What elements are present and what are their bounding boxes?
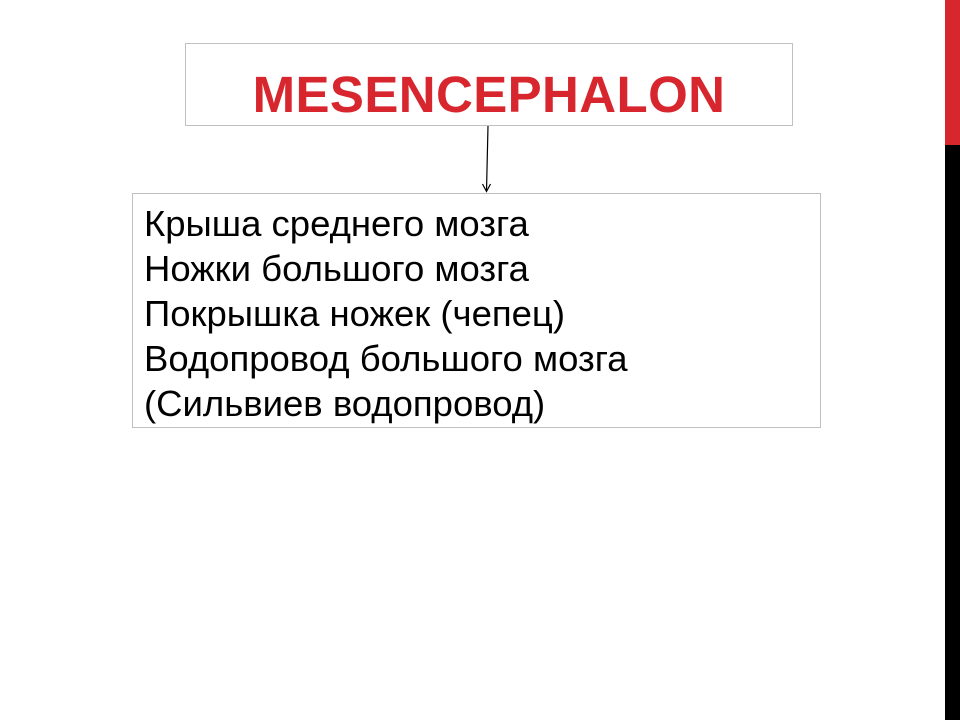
list-item: Покрышка ножек (чепец): [144, 293, 565, 334]
list-item: Крыша среднего мозга: [144, 203, 529, 244]
title-box: [185, 43, 793, 126]
connector-arrow: [478, 126, 498, 194]
list-item: Ножки большого мозга: [144, 248, 529, 289]
accent-bar-black: [945, 145, 960, 720]
accent-bar-red: [945, 0, 960, 145]
content-box: [132, 193, 821, 428]
list-item: Водопровод большого мозга: [144, 338, 628, 379]
list-item: (Сильвиев водопровод): [144, 383, 546, 424]
arrow-line: [487, 126, 489, 191]
slide-title: MESENCEPHALON: [252, 66, 726, 123]
